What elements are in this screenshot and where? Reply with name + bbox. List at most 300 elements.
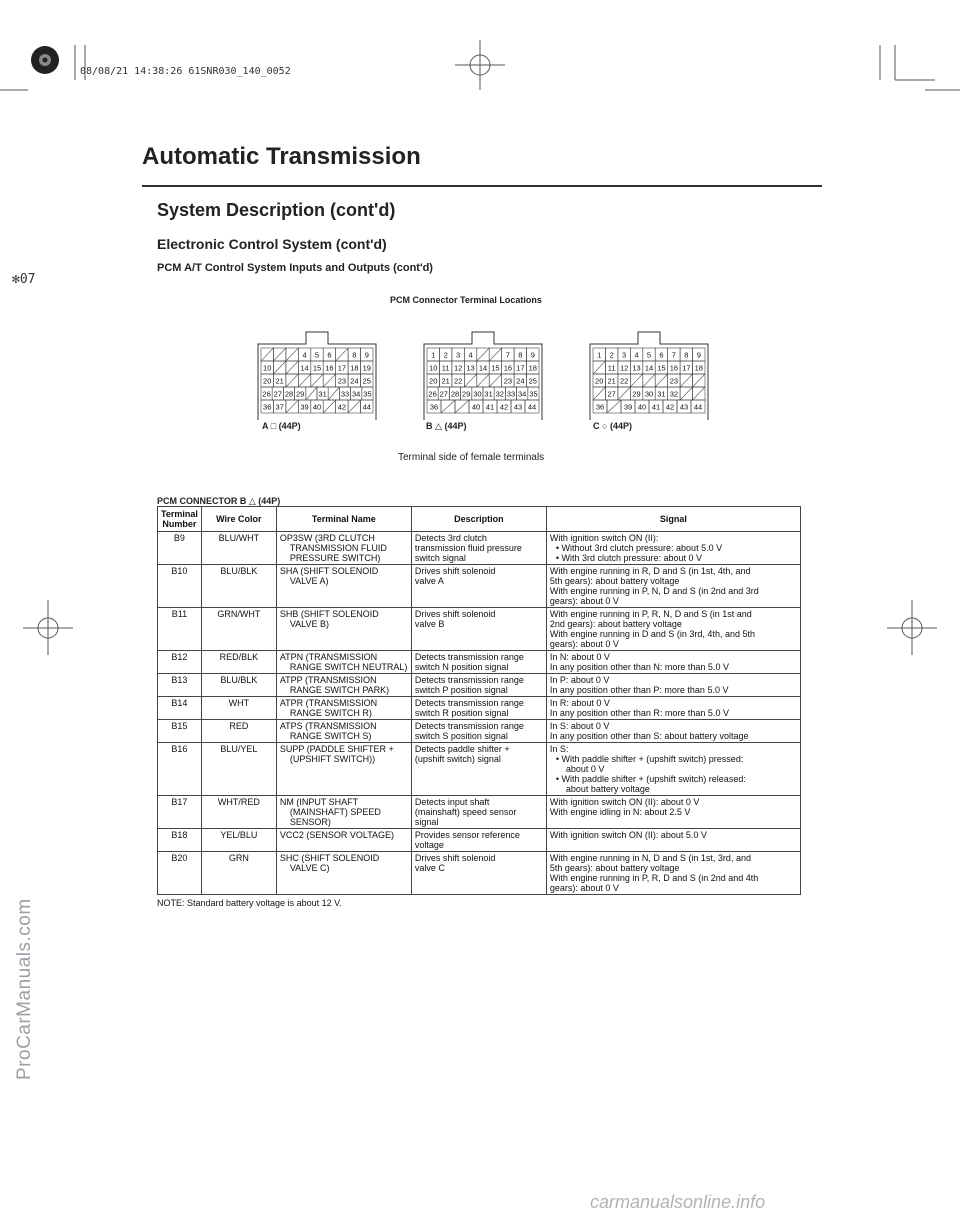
empty-terminal-mark (489, 374, 501, 387)
terminal-number-label: 16 (325, 363, 334, 373)
terminal-number-label: 7 (505, 350, 510, 360)
terminal-number-label: 12 (619, 363, 629, 373)
cell-terminal-name-line: (UPSHIFT SWITCH)) (289, 754, 376, 764)
table-row (158, 565, 801, 608)
terminal-number-label: 9 (696, 350, 701, 360)
cell-description (411, 796, 546, 829)
terminal-number-label: 35 (529, 389, 538, 399)
figure-caption: PCM Connector Terminal Locations (390, 295, 542, 305)
cell-terminal-number: B12 (158, 651, 202, 674)
cell-description-line: (mainshaft) speed sensor (414, 807, 517, 817)
terminal-number-label: 24 (516, 376, 525, 386)
terminal-number-label: 41 (485, 402, 495, 412)
empty-terminal-mark (693, 387, 705, 400)
empty-terminal-mark (286, 348, 298, 361)
terminal-number-label: 26 (428, 389, 437, 399)
cell-signal-line: gears): about 0 V (549, 883, 619, 893)
empty-terminal-mark (286, 374, 298, 387)
cell-description-line: switch P position signal (414, 685, 508, 695)
cell-terminal-name (276, 565, 411, 608)
cell-terminal-name-line: RANGE SWITCH PARK) (289, 685, 390, 695)
table-row (158, 651, 801, 674)
terminal-number-label: 8 (518, 350, 523, 360)
terminal-number-label: 43 (513, 402, 523, 412)
empty-terminal-mark (680, 374, 692, 387)
cell-description (411, 532, 546, 565)
cell-signal-line: In S: (549, 744, 569, 754)
cell-description-line: transmission fluid pressure (414, 543, 522, 553)
cell-signal (546, 743, 800, 796)
cell-signal (546, 697, 800, 720)
cell-signal-line: about battery voltage (565, 784, 650, 794)
cell-signal-line: In any position other than N: more than 5.0 V (549, 662, 729, 672)
cell-signal-line: • With 3rd clutch pressure: about 0 V (555, 553, 703, 563)
terminal-number-label: 6 (327, 350, 332, 360)
terminal-number-label: 36 (263, 402, 272, 412)
cell-terminal-number: B14 (158, 697, 202, 720)
terminal-number-label: 32 (495, 389, 504, 399)
cell-terminal-number: B17 (158, 796, 202, 829)
cell-wire-color: WHT/RED (201, 796, 276, 829)
terminal-number-label: 37 (275, 402, 284, 412)
section-heading: System Description (cont'd) (157, 200, 396, 220)
cell-signal-line: With ignition switch ON (II): about 5.0 V (549, 830, 707, 840)
terminal-number-label: 27 (607, 389, 616, 399)
terminal-number-label: 26 (262, 389, 271, 399)
square-icon: □ (270, 421, 277, 431)
cell-signal-line: about 0 V (565, 764, 605, 774)
subsection-heading: Electronic Control System (cont'd) (157, 236, 387, 252)
terminal-number-label: 17 (516, 363, 525, 373)
terminal-number-label: 28 (450, 389, 460, 399)
cell-description-line: valve B (414, 619, 445, 629)
cell-terminal-number: B16 (158, 743, 202, 796)
terminal-number-label: 15 (491, 363, 500, 373)
terminal-number-label: 18 (528, 363, 537, 373)
cell-description (411, 651, 546, 674)
terminal-number-label: 24 (350, 376, 359, 386)
cell-description (411, 697, 546, 720)
terminal-number-label: 9 (530, 350, 535, 360)
empty-terminal-mark (323, 374, 335, 387)
cell-description-line: valve C (414, 863, 445, 873)
cell-terminal-number: B13 (158, 674, 202, 697)
table-row (158, 608, 801, 651)
cell-description-line: Detects paddle shifter + (414, 744, 510, 754)
cell-description-line: Drives shift solenoid (414, 566, 496, 576)
table-row (158, 674, 801, 697)
connector-c (590, 332, 708, 420)
empty-terminal-mark (286, 361, 298, 374)
cell-terminal-name-line: ATPN (TRANSMISSION (279, 652, 378, 662)
cell-description-line: Detects transmission range (414, 652, 524, 662)
terminal-number-label: 12 (453, 363, 463, 373)
header-wire-color: Wire Color (201, 507, 276, 532)
cell-signal-line: With engine idling in N: about 2.5 V (549, 807, 691, 817)
terminal-number-label: 27 (439, 389, 448, 399)
cell-terminal-name-line: SHA (SHIFT SOLENOID (279, 566, 379, 576)
terminal-number-label: 2 (443, 350, 448, 360)
header-terminal-name: Terminal Name (276, 507, 411, 532)
cell-description (411, 852, 546, 895)
empty-terminal-mark (323, 400, 335, 413)
terminal-number-label: 7 (671, 350, 676, 360)
terminal-number-label: 29 (632, 389, 641, 399)
cell-signal-line: • Without 3rd clutch pressure: about 5.0 V (555, 543, 723, 553)
cell-terminal-name-line: PRESSURE SWITCH) (289, 553, 381, 563)
cell-terminal-number: B11 (158, 608, 202, 651)
terminal-number-label: 39 (300, 402, 309, 412)
terminal-number-label: 1 (431, 350, 436, 360)
print-stamp: 08/08/21 14:38:26 61SNR030_140_0052 (80, 66, 291, 77)
terminal-number-label: 3 (456, 350, 461, 360)
terminal-number-label: 3 (622, 350, 627, 360)
terminal-number-label: 22 (453, 376, 463, 386)
terminal-number-label: 30 (644, 389, 654, 399)
page-title: Automatic Transmission (142, 143, 421, 170)
cell-signal-line: In any position other than S: about battery voltage (549, 731, 749, 741)
terminal-number-label: 21 (607, 376, 616, 386)
cell-description (411, 674, 546, 697)
terminal-number-label: 42 (499, 402, 509, 412)
terminal-number-label: 31 (318, 389, 327, 399)
terminal-number-label: 11 (441, 363, 450, 373)
terminal-number-label: 29 (462, 389, 471, 399)
terminal-number-label: 20 (429, 376, 438, 386)
cell-wire-color: RED/BLK (201, 651, 276, 674)
voltage-note: NOTE: Standard battery voltage is about 12 V. (157, 898, 342, 908)
cell-terminal-name (276, 829, 411, 852)
cell-signal-line: 5th gears): about battery voltage (549, 863, 680, 873)
table-row (158, 852, 801, 895)
cell-description-line: switch S position signal (414, 731, 508, 741)
cell-wire-color: GRN (201, 852, 276, 895)
table-row (158, 743, 801, 796)
terminal-number-label: 9 (364, 350, 369, 360)
cell-description (411, 720, 546, 743)
terminal-number-label: 13 (632, 363, 641, 373)
terminal-number-label: 15 (657, 363, 666, 373)
terminal-number-label: 4 (634, 350, 639, 360)
cell-signal-line: In P: about 0 V (549, 675, 610, 685)
cell-signal (546, 532, 800, 565)
empty-terminal-mark (273, 361, 285, 374)
cell-description-line: voltage (414, 840, 444, 850)
terminal-number-label: 21 (441, 376, 450, 386)
terminal-number-label: 30 (473, 389, 482, 399)
empty-terminal-mark (348, 400, 360, 413)
cell-signal-line: With engine running in P, N, D and S (in 2nd and 3rd (549, 586, 759, 596)
terminal-number-label: 23 (669, 376, 679, 386)
cell-terminal-number: B9 (158, 532, 202, 565)
side-watermark: ProCarManuals.com (14, 898, 35, 1080)
cell-description-line: signal (414, 817, 439, 827)
cell-terminal-name-line: (MAINSHAFT) SPEED (289, 807, 381, 817)
table-header-row (158, 507, 801, 532)
cell-description-line: Drives shift solenoid (414, 609, 496, 619)
cell-description-line: Detects transmission range (414, 675, 524, 685)
table-row (158, 720, 801, 743)
terminal-number-label: 42 (337, 402, 347, 412)
terminal-number-label: 29 (296, 389, 305, 399)
terminal-number-label: 28 (284, 389, 294, 399)
cell-signal-line: With engine running in P, R, N, D and S (in 1st and (549, 609, 752, 619)
table-row (158, 829, 801, 852)
header-signal: Signal (546, 507, 800, 532)
terminal-side-note: Terminal side of female terminals (398, 452, 545, 463)
connector-label-b: B △ (44P) (426, 421, 467, 431)
terminal-number-label: 35 (363, 389, 372, 399)
table-row (158, 697, 801, 720)
terminal-number-label: 4 (468, 350, 473, 360)
cell-terminal-name-line: TRANSMISSION FLUID (289, 543, 387, 553)
cell-wire-color: BLU/BLK (201, 565, 276, 608)
cell-signal-line: With ignition switch ON (II): about 0 V (549, 797, 700, 807)
cell-terminal-name-line: SHB (SHIFT SOLENOID (279, 609, 379, 619)
terminal-number-label: 34 (352, 389, 361, 399)
cell-description (411, 829, 546, 852)
empty-terminal-mark (455, 400, 469, 413)
header-terminal-number: Terminal Number (158, 507, 202, 532)
cell-signal-line: 2nd gears): about battery voltage (549, 619, 682, 629)
empty-terminal-mark (618, 387, 630, 400)
cell-terminal-name (276, 651, 411, 674)
cell-signal (546, 565, 800, 608)
cell-terminal-name-line: VALVE A) (289, 576, 329, 586)
terminal-number-label: 31 (657, 389, 666, 399)
cell-description-line: Drives shift solenoid (414, 853, 496, 863)
cell-terminal-name-line: ATPS (TRANSMISSION (279, 721, 377, 731)
empty-terminal-mark (655, 374, 667, 387)
terminal-number-label: 15 (312, 363, 322, 373)
cell-signal (546, 796, 800, 829)
cell-signal-line: gears): about 0 V (549, 639, 619, 649)
connector-b (424, 332, 542, 420)
terminal-number-label: 42 (665, 402, 675, 412)
cell-signal (546, 829, 800, 852)
empty-terminal-mark (298, 374, 310, 387)
empty-terminal-mark (261, 348, 273, 361)
connector-label-c: C ○ (44P) (593, 421, 632, 431)
terminal-number-label: 40 (471, 402, 481, 412)
cell-terminal-number: B20 (158, 852, 202, 895)
cell-signal-line: In R: about 0 V (549, 698, 610, 708)
cell-wire-color: YEL/BLU (201, 829, 276, 852)
cell-signal-line: With ignition switch ON (II): (549, 533, 659, 543)
cell-description-line: valve A (414, 576, 444, 586)
cell-signal-line: gears): about 0 V (549, 596, 619, 606)
terminal-number-label: 19 (362, 363, 371, 373)
terminal-number-label: 17 (337, 363, 347, 373)
cell-terminal-name-line: SUPP (PADDLE SHIFTER + (279, 744, 394, 754)
cell-description-line: Detects transmission range (414, 721, 524, 731)
empty-terminal-mark (489, 348, 501, 361)
cell-terminal-name (276, 697, 411, 720)
cell-description-line: Provides sensor reference (414, 830, 520, 840)
cell-terminal-name (276, 743, 411, 796)
empty-terminal-mark (477, 348, 489, 361)
terminal-number-label: 17 (682, 363, 691, 373)
terminal-number-label: 18 (694, 363, 703, 373)
connector-diagram (0, 325, 960, 420)
cell-description-line: switch R position signal (414, 708, 509, 718)
cell-terminal-name (276, 720, 411, 743)
terminal-number-label: 33 (506, 389, 516, 399)
terminal-number-label: 10 (263, 363, 272, 373)
terminal-number-label: 5 (646, 350, 652, 360)
empty-terminal-mark (441, 400, 455, 413)
terminal-number-label: 5 (314, 350, 320, 360)
terminal-number-label: 44 (362, 402, 371, 412)
title-rule (142, 185, 822, 187)
empty-terminal-mark (328, 387, 339, 400)
terminal-number-label: 21 (275, 376, 284, 386)
cell-terminal-name-line: ATPP (TRANSMISSION (279, 675, 377, 685)
cell-signal-line: In any position other than R: more than 5.0 V (549, 708, 729, 718)
terminal-number-label: 1 (597, 350, 602, 360)
cell-description-line: Detects 3rd clutch (414, 533, 487, 543)
cell-signal-line: In any position other than P: more than 5.0 V (549, 685, 729, 695)
cell-terminal-name (276, 852, 411, 895)
circle-icon: ○ (602, 421, 608, 431)
cell-description-line: Detects transmission range (414, 698, 524, 708)
empty-terminal-mark (286, 400, 298, 413)
terminal-number-label: 14 (644, 363, 654, 373)
cell-signal-line: With engine running in P, R, D and S (in 2nd and 4th (549, 873, 759, 883)
terminal-number-label: 27 (273, 389, 282, 399)
cell-terminal-name-line: ATPR (TRANSMISSION (279, 698, 378, 708)
cell-signal-line: With engine running in D and S (in 3rd, 4th, and 5th (549, 629, 755, 639)
pin-table (157, 506, 801, 895)
cell-description-line: switch signal (414, 553, 466, 563)
terminal-number-label: 8 (352, 350, 357, 360)
cell-signal-line: 5th gears): about battery voltage (549, 576, 680, 586)
terminal-number-label: 33 (340, 389, 350, 399)
cell-signal (546, 608, 800, 651)
cell-terminal-number: B15 (158, 720, 202, 743)
empty-terminal-mark (630, 374, 642, 387)
terminal-number-label: 32 (669, 389, 679, 399)
cell-terminal-name-line: VALVE C) (289, 863, 330, 873)
terminal-number-label: 6 (659, 350, 664, 360)
cell-signal (546, 852, 800, 895)
terminal-number-label: 43 (679, 402, 689, 412)
cell-signal (546, 674, 800, 697)
terminal-number-label: 20 (263, 376, 272, 386)
terminal-number-label: 8 (684, 350, 689, 360)
cell-signal (546, 651, 800, 674)
topic-heading: PCM A/T Control System Inputs and Outputs (cont'd) (157, 262, 433, 274)
cell-terminal-number: B10 (158, 565, 202, 608)
terminal-number-label: 34 (518, 389, 527, 399)
empty-terminal-mark (464, 374, 476, 387)
empty-terminal-mark (593, 361, 605, 374)
empty-terminal-mark (306, 387, 317, 400)
header-description: Description (411, 507, 546, 532)
cell-terminal-name-line: SENSOR) (289, 817, 331, 827)
empty-terminal-mark (311, 374, 323, 387)
cell-terminal-name-line: VALVE B) (289, 619, 330, 629)
cell-terminal-name (276, 608, 411, 651)
cell-description (411, 608, 546, 651)
cell-terminal-name (276, 532, 411, 565)
cell-signal-line: In N: about 0 V (549, 652, 610, 662)
cell-wire-color: RED (201, 720, 276, 743)
empty-terminal-mark (273, 348, 285, 361)
table-label: PCM CONNECTOR B △ (44P) (157, 496, 281, 506)
cell-signal-line: • With paddle shifter + (upshift switch) released: (555, 774, 746, 784)
connector-a (258, 332, 376, 420)
cell-terminal-name (276, 796, 411, 829)
terminal-number-label: 16 (503, 363, 513, 373)
cell-wire-color: BLU/WHT (201, 532, 276, 565)
cell-description (411, 743, 546, 796)
empty-terminal-mark (593, 387, 605, 400)
footer-watermark: carmanualsonline.info (590, 1192, 766, 1212)
cell-wire-color: BLU/BLK (201, 674, 276, 697)
cell-description-line: (upshift switch) signal (414, 754, 501, 764)
cell-signal-line: With engine running in N, D and S (in 1st, 3rd, and (549, 853, 751, 863)
terminal-number-label: 39 (623, 402, 633, 412)
terminal-number-label: 20 (595, 376, 604, 386)
terminal-number-label: 4 (302, 350, 307, 360)
cell-terminal-name (276, 674, 411, 697)
cell-terminal-name-line: OP3SW (3RD CLUTCH (279, 533, 375, 543)
connector-label-a: A □ (44P) (262, 421, 301, 431)
terminal-number-label: 2 (609, 350, 614, 360)
table-row (158, 532, 801, 565)
cell-description-line: switch N position signal (414, 662, 509, 672)
cell-signal-line: With engine running in R, D and S (in 1st, 4th, and (549, 566, 751, 576)
terminal-number-label: 31 (484, 389, 493, 399)
terminal-number-label: 44 (527, 402, 537, 412)
triangle-icon: △ (435, 421, 442, 431)
empty-terminal-mark (693, 374, 705, 387)
terminal-number-label: 44 (693, 402, 703, 412)
cell-wire-color: BLU/YEL (201, 743, 276, 796)
side-mark: ✻07 (12, 272, 36, 287)
cell-description (411, 565, 546, 608)
empty-terminal-mark (607, 400, 621, 413)
terminal-number-label: 23 (337, 376, 347, 386)
empty-terminal-mark (477, 374, 489, 387)
cell-terminal-name-line: NM (INPUT SHAFT (279, 797, 359, 807)
terminal-number-label: 14 (300, 363, 309, 373)
terminal-number-label: 11 (607, 363, 616, 373)
terminal-number-label: 13 (466, 363, 475, 373)
cell-terminal-name-line: RANGE SWITCH NEUTRAL) (289, 662, 408, 672)
terminal-number-label: 14 (478, 363, 488, 373)
empty-terminal-mark (680, 387, 692, 400)
cell-signal-line: • With paddle shifter + (upshift switch) pressed: (555, 754, 744, 764)
cell-terminal-name-line: SHC (SHIFT SOLENOID (279, 853, 380, 863)
cell-terminal-name-line: VCC2 (SENSOR VOLTAGE) (279, 830, 395, 840)
cell-wire-color: WHT (201, 697, 276, 720)
cell-terminal-name-line: RANGE SWITCH R) (289, 708, 372, 718)
cell-signal-line: In S: about 0 V (549, 721, 610, 731)
cell-terminal-name-line: RANGE SWITCH S) (289, 731, 372, 741)
terminal-number-label: 25 (528, 376, 537, 386)
terminal-number-label: 36 (429, 402, 439, 412)
cell-wire-color: GRN/WHT (201, 608, 276, 651)
cell-signal (546, 720, 800, 743)
empty-terminal-mark (336, 348, 348, 361)
terminal-number-label: 40 (637, 402, 647, 412)
terminal-number-label: 10 (429, 363, 438, 373)
terminal-number-label: 16 (669, 363, 679, 373)
cell-terminal-number: B18 (158, 829, 202, 852)
terminal-number-label: 41 (651, 402, 661, 412)
